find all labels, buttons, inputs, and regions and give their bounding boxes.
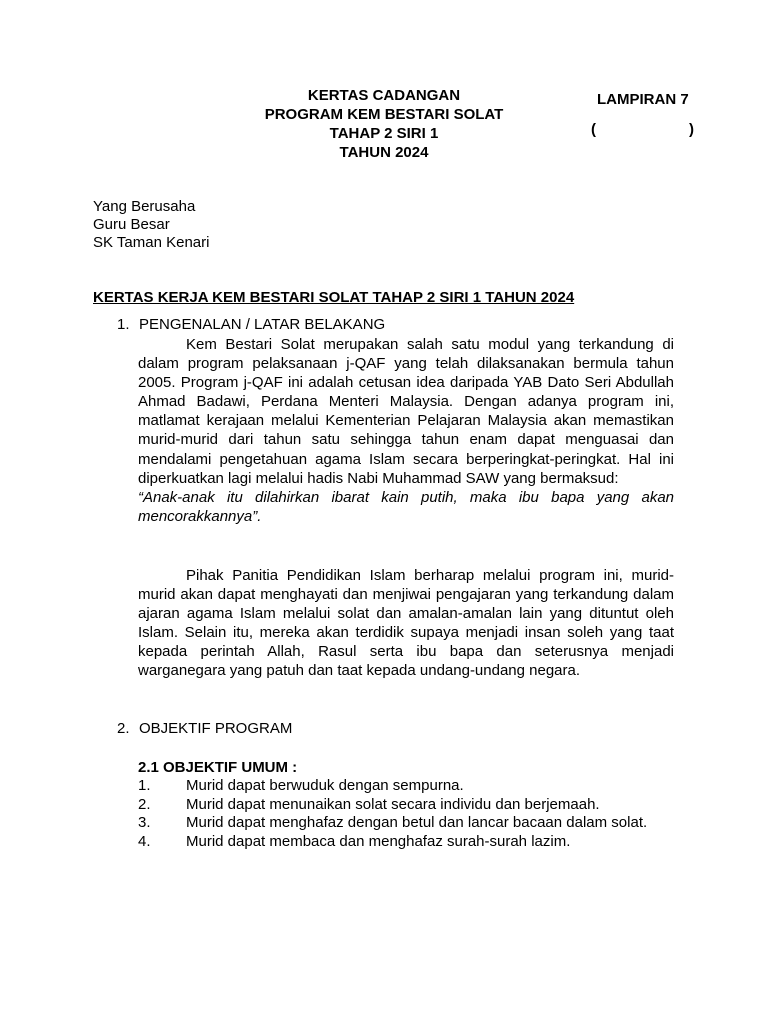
title-line: PROGRAM KEM BESTARI SOLAT — [264, 106, 504, 123]
list-item-number: 3. — [138, 814, 151, 831]
section-2-title — [117, 720, 292, 737]
list-item-number: 1. — [138, 777, 151, 794]
list-item-text: Murid dapat menunaikan solat secara individu dan berjemaah. — [186, 795, 600, 813]
list-item-number: 4. — [138, 832, 151, 850]
list-item — [138, 796, 647, 815]
title-line: TAHUN 2024 — [339, 144, 429, 161]
section-1-title — [117, 316, 385, 333]
list-item-text: Murid dapat membaca dan menghafaz surah-surah lazim. — [186, 832, 571, 850]
section-title: PENGENALAN / LATAR BELAKANG — [139, 316, 386, 333]
address-line: Yang Berusaha — [93, 198, 196, 215]
second-paragraph-text: Pihak Panitia Pendidikan Islam berharap melalui program ini, murid-murid akan dapat menghayati dan menjiwai pengajaran yang terkandung dalam ajaran agama Islam melalui solat dan amalan-amalan lain yang dituntut oleh Islam. Selain itu, mereka akan terdidik supaya menjadi insan soleh yang taat kepada perintah Allah, Rasul serta ibu bapa dan seterusnya menjadi warganegara yang patuh dan taat kepada undang-undang negara. — [138, 567, 674, 680]
second-paragraph — [138, 566, 674, 681]
address-line: Guru Besar — [93, 216, 170, 233]
section-number: 1. — [117, 316, 130, 333]
list-item-number: 2. — [138, 795, 151, 813]
list-item — [138, 833, 647, 852]
list-item-text: Murid dapat menghafaz dengan betul dan lancar bacaan dalam solat. — [186, 814, 648, 831]
list-item-text: Murid dapat berwuduk dengan sempurna. — [186, 777, 464, 794]
paper-heading: KERTAS KERJA KEM BESTARI SOLAT TAHAP 2 SIRI 1 TAHUN 2024 — [93, 289, 575, 306]
bracket-close: ) — [689, 121, 694, 138]
title-line: TAHAP 2 SIRI 1 — [329, 125, 439, 142]
hadith-quote: “Anak-anak itu dilahirkan ibarat kain putih, maka ibu bapa yang akan mencorakkannya”. — [138, 488, 674, 525]
intro-text: Kem Bestari Solat merupakan salah satu modul yang terkandung di dalam program pelaksanaan j-QAF yang telah dilaksanakan bermula tahun 2005. Program j-QAF ini adalah cetusan idea daripada YAB Dato Seri Abdullah Ahmad Badawi, Perdana Menteri Malaysia. Dengan adanya program ini, matlamat kerajaan melalui Kementerian Pelajaran Malaysia akan memastikan murid-murid dari tahun satu sehingga tahun enam dapat menguasai dan mendalami pengetahuan agama Islam secara berperingkat-peringkat. Hal ini diperkuatkan lagi melalui hadis Nabi Muhammad SAW yang bermaksud: — [138, 336, 674, 487]
lampiran-label: LAMPIRAN 7 — [597, 91, 689, 108]
document-title — [234, 86, 534, 162]
bracket-open: ( — [591, 121, 596, 138]
objective-subheading: 2.1 OBJEKTIF UMUM : — [138, 759, 298, 776]
intro-paragraph — [138, 335, 674, 526]
section-title: OBJEKTIF PROGRAM — [139, 720, 293, 737]
address-line: SK Taman Kenari — [93, 234, 210, 251]
title-line: KERTAS CADANGAN — [307, 87, 461, 104]
objective-list — [138, 777, 647, 851]
list-item — [138, 777, 647, 796]
section-number: 2. — [117, 720, 130, 737]
list-item — [138, 814, 647, 833]
address-block — [93, 198, 209, 252]
